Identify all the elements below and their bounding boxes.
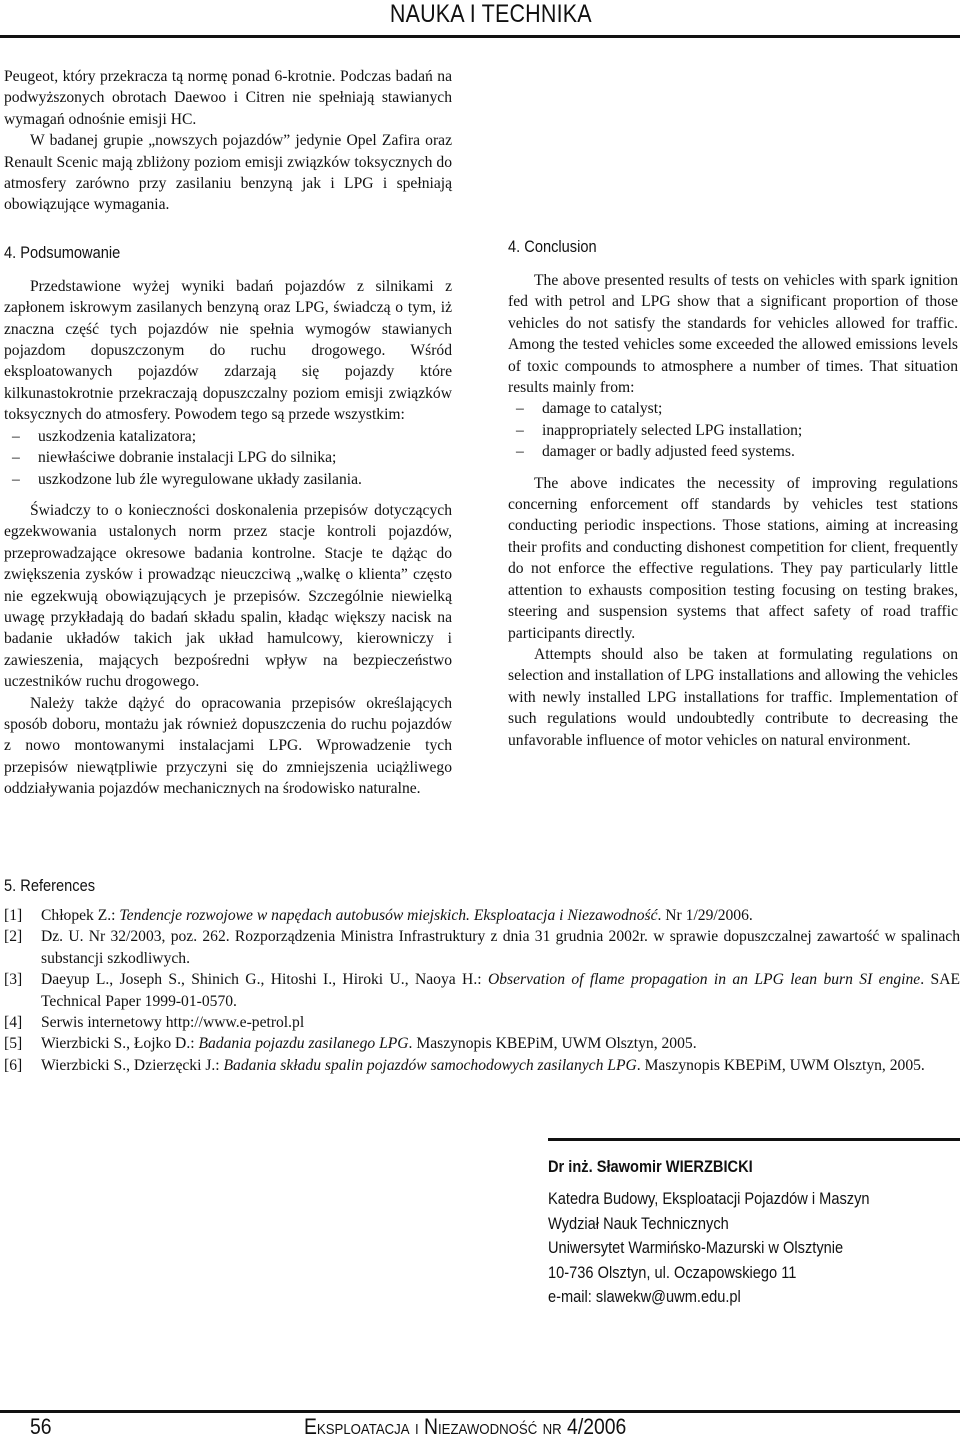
references-section bbox=[4, 858, 960, 1076]
reference-authors: Wierzbicki S., Dzierzęcki J.: bbox=[41, 1056, 224, 1074]
conclusion-paragraph: The above indicates the necessity of improving regulations concerning enforcement off standards by vehicles test stations conducting periodic inspections. Those stations, aiming at increasing their profits and conducting dishonest competition for client, frequently do not enforce the effective regulations. They pay particularly little attention to exhausts composition testing focusing on testing brakes, steering and suspension systems that affect safety of road traffic participants directly. bbox=[508, 474, 958, 642]
conclusion-paragraph: The above presented results of tests on vehicles with spark ignition fed with petrol and LPG show that a significant proportion of those vehicles do not satisfy the standards for vehicles allowed for traffic. Among the tested vehicles some exceeded the allowed emissions levels of toxic compounds to atmosphere a number of times. That situation results mainly from: bbox=[508, 272, 958, 397]
reference-item bbox=[4, 1033, 960, 1054]
right-column-english bbox=[508, 236, 958, 751]
reference-title: Badania pojazdu zasilanego LPG bbox=[198, 1035, 409, 1053]
reference-item bbox=[4, 1012, 960, 1033]
reference-details: . SAE Technical Paper 1999-01-0570. bbox=[41, 971, 960, 1010]
reference-number: [6] bbox=[4, 1056, 23, 1074]
summary-paragraph: Przedstawione wyżej wyniki badań pojazdów z silnikami z zapłonem iskrowym zasilanych benzyną oraz LPG, świadczą o tym, iż znaczna część tych pojazdów nie spełnia wymogów stawianych pojazdom dopuszczonym do ruchu drogowego. Wśród eksploatowanych pojazdów zdarzają się pojazdy które kilkunastokrotnie przekraczają dopuszczalny poziom emisji związków toksycznych do atmosfery. Powodem tego są przede wszystkim: bbox=[4, 277, 452, 424]
reference-authors: Daeyup L., Joseph S., Shinich G., Hitoshi I., Hiroki U., Naoya H.: bbox=[41, 971, 488, 989]
affiliation-line: 10-736 Olsztyn, ul. Oczapowskiego 11 bbox=[548, 1262, 797, 1282]
reference-authors: Chłopek Z.: bbox=[41, 907, 120, 924]
summary-paragraph: Świadczy to o konieczności doskonalenia przepisów dotyczących egzekwowania ustalonych norm przez stacje kontroli pojazdów, przeprowadzające okresowe badania kontrolne. Stacje te dążąc do zwiększenia zysków i prowadząc nieuczciwą „walkę o klienta” często nie egzekwują obowiązujących je przepisów. Szczególnie niewielką uwagę przykładają do badań składu spalin, kładąc większy nacisk na badanie układów takich jak układ hamulcowy, kierowniczy i zawieszenia, mających bezpośredni wpływ na bezpieczeństwo uczestników ruchu drogowego. bbox=[4, 501, 452, 691]
reference-details: . Maszynopis KBEPiM, UWM Olsztyn, 2005. bbox=[408, 1035, 697, 1053]
reference-details: . Nr 1/29/2006. bbox=[657, 907, 753, 924]
reference-title: Tendencje rozwojowe w napędach autobusów miejskich. Eksploatacja i Niezawodność bbox=[119, 907, 658, 924]
left-column-polish bbox=[4, 66, 452, 800]
list-item: – uszkodzenia katalizatora; bbox=[4, 426, 452, 447]
reference-details: Serwis internetowy http://www.e-petrol.pl bbox=[41, 1014, 305, 1032]
journal-name: Eksploatacja i Niezawodność nr 4/2006 bbox=[304, 1414, 627, 1439]
reference-number: [3] bbox=[4, 971, 23, 989]
reference-number: [5] bbox=[4, 1035, 23, 1053]
reference-authors: Wierzbicki S., Łojko D.: bbox=[41, 1035, 199, 1053]
affiliation-line: Wydział Nauk Technicznych bbox=[548, 1213, 729, 1233]
reference-number: [2] bbox=[4, 928, 23, 946]
header-rule bbox=[0, 35, 960, 38]
journal-section-title: NAUKA I TECHNIKA bbox=[390, 0, 592, 28]
list-item: – inappropriately selected LPG installation; bbox=[508, 420, 958, 441]
section-heading-references: 5. References bbox=[4, 876, 96, 895]
affiliation-line: Katedra Budowy, Eksploatacji Pojazdów i Maszyn bbox=[548, 1189, 870, 1209]
list-item: – uszkodzone lub źle wyregulowane układy zasilania. bbox=[4, 469, 452, 490]
affiliation-line: Uniwersytet Warmińsko-Mazurski w Olsztynie bbox=[548, 1238, 844, 1258]
summary-paragraph: Należy także dążyć do opracowania przepisów określających sposób doboru, montażu jak również dopuszczenia do ruchu pojazdów z nowo montowanymi instalacjami LPG. Wprowadzenie tych przepisów niewątpliwie przyczyni się do zmniejszenia uciążliwego oddziaływania pojazdów mechanicznych na środowisko naturalne. bbox=[4, 694, 452, 798]
list-item: – damager or badly adjusted feed systems. bbox=[508, 441, 958, 462]
reference-title: Badania składu spalin pojazdów samochodowych zasilanych LPG bbox=[223, 1056, 637, 1074]
list-item: – damage to catalyst; bbox=[508, 398, 958, 419]
reference-item bbox=[4, 1055, 960, 1076]
reference-details: . Maszynopis KBEPiM, UWM Olsztyn, 2005. bbox=[636, 1056, 925, 1074]
reference-item bbox=[4, 969, 960, 1012]
reference-number: [1] bbox=[4, 907, 23, 924]
author-name: Dr inż. Sławomir WIERZBICKI bbox=[548, 1157, 753, 1176]
reference-item bbox=[4, 905, 960, 926]
reference-title: Observation of flame propagation in an LPG lean burn SI engine bbox=[487, 971, 921, 989]
intro-paragraph: Peugeot, który przekracza tą normę ponad 6-krotnie. Podczas badań na podwyższonych obrotach Daewoo i Citren nie spełniają stawianych wymagań odnośnie emisji HC. bbox=[4, 68, 452, 128]
section-heading-podsumowanie: 4. Podsumowanie bbox=[4, 242, 121, 262]
author-affiliation-box bbox=[548, 1138, 960, 1333]
conclusion-paragraph: Attempts should also be taken at formulating regulations on selection and installation of LPG installations and allowing the vehicles with newly installed LPG installations for traffic. Implementation of such regulations would undoubtedly contribute to decreasing the unfavorable influence of motor vehicles on natural environment. bbox=[508, 645, 958, 749]
section-heading-conclusion: 4. Conclusion bbox=[508, 237, 597, 256]
page-number: 56 bbox=[30, 1414, 52, 1439]
reference-item bbox=[4, 926, 960, 969]
footer-rule bbox=[0, 1410, 960, 1413]
author-email: e-mail: slawekw@uwm.edu.pl bbox=[548, 1287, 741, 1307]
intro-paragraph: W badanej grupie „nowszych pojazdów” jedynie Opel Zafira oraz Renault Scenic mają zbliżony poziom emisji związków toksycznych do atmosfery zarówno przy zasilaniu benzyną jak i LPG i spełniają obowiązujące wymagania. bbox=[4, 132, 452, 214]
reference-number: [4] bbox=[4, 1014, 23, 1032]
list-item: – niewłaściwe dobranie instalacji LPG do silnika; bbox=[4, 447, 452, 468]
journal-footer bbox=[304, 1414, 626, 1440]
reference-details: Dz. U. Nr 32/2003, poz. 262. Rozporządzenia Ministra Infrastruktury z dnia 31 grudnia 2002r. w sprawie dopuszczalnej zawartość w spalinach substancji szkodliwych. bbox=[41, 928, 960, 967]
